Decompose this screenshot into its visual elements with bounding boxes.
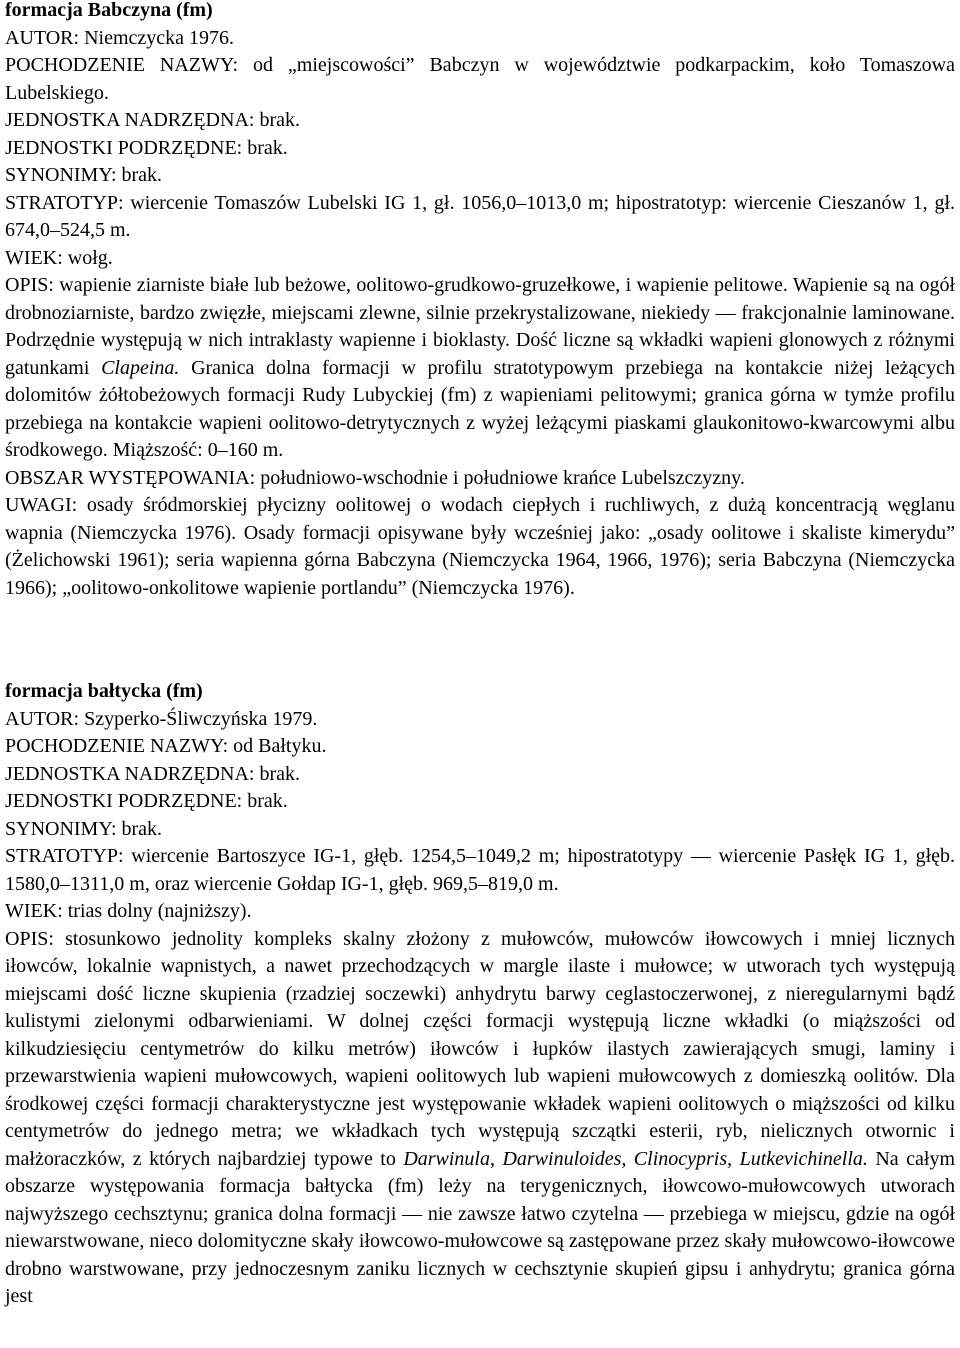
- entry-synonimy: SYNONIMY: brak.: [5, 817, 163, 840]
- entry-wiek: WIEK: wołg.: [5, 246, 113, 269]
- entry-stratotyp: STRATOTYP: wiercenie Bartoszyce IG-1, głęb. 1254,5–1049,2 m; hipostratotypy — wiercenie Pasłęk IG 1, głęb. 1580,0–1311,0 m, oraz wiercenie Gołdap IG-1, głęb. 969,5–819,0 m.: [5, 845, 955, 895]
- entry-jednostka-nadrzedna: JEDNOSTKA NADRZĘDNA: brak.: [5, 762, 300, 785]
- entry-jednostka-nadrzedna: JEDNOSTKA NADRZĘDNA: brak.: [5, 109, 300, 131]
- entry-wiek: WIEK: trias dolny (najniższy).: [5, 900, 252, 922]
- entry-uwagi: UWAGI: osady śródmorskiej płycizny oolitowej o wodach ciepłych i ruchliwych, z dużą koncentracją węglanu wapnia (Niemczycka 1976). Osady formacji opisywane były wcześniej jako: „osady oolitowe i skaliste kimerydu” (Żelichowski 1961); seria wapienna górna Babczyna (Niemczycka 1964, 1966, 1976); seria Babczyna (Niemczycka 1966); „oolitowo-onkolitowe wapienie portlandu” (Niemczycka 1976).: [5, 494, 955, 599]
- entry-autor: AUTOR: Szyperko-Śliwczyńska 1979.: [5, 707, 318, 730]
- entry-opis: [5, 926, 955, 1311]
- opis-text-start: OPIS: wapienie ziarniste białe lub beżowe, oolitowo-grudkowo-gruzełkowe, i wapienie pelitowe. Wapienie są na ogół drobnoziarniste, bardzo zwięzłe, miejscami zlewne, silnie przekrystalizowane, niekiedy — frakcjonalnie laminowane. Podrzędnie występują w nich intraklasty wapienne i bioklasty. Dość liczne są wkładki wapieni glonowych z różnymi gatunkami: [5, 274, 955, 379]
- entry-stratotyp: STRATOTYP: wiercenie Tomaszów Lubelski IG 1, gł. 1056,0–1013,0 m; hipostratotyp: wiercenie Cieszanów 1, gł. 674,0–524,5 m.: [5, 191, 955, 241]
- opis-taxon-italic: Darwinula, Darwinuloides, Clinocypris, Lutkevichinella.: [403, 1147, 868, 1170]
- opis-text-start: OPIS: stosunkowo jednolity kompleks skalny złożony z mułowców, mułowców iłowcowych i mniej licznych iłowców, lokalnie wapnistych, a nawet przechodzących w margle ilaste i mułowce; w utworach tych występują miejscami dość liczne skupienia (rzadziej soczewki) anhydrytu barwy ceglastoczerwonej, z nieregularnymi bądź kulistymi zielonymi odbarwieniami. W dolnej części formacji występują liczne wkładki (o miąższości od kilkudziesięciu centymetrów do kilku metrów) iłowców i łupków ilastych zawierających smugi, laminy i przewarstwienia wapieni mułowcowych, wapieni oolitowych lub wapieni mułowcowych z domieszką oolitów. Dla środkowej części formacji charakterystyczne jest występowanie wkładek wapieni oolitowych o miąższości od kilku centymetrów do jednego metra; we wkładkach tych występują szczątki esterii, ryb, nielicznych otwornic i małżoraczków, z których najbardziej typowe to: [5, 927, 955, 1170]
- entry-jednostki-podrzedne: JEDNOSTKI PODRZĘDNE: brak.: [5, 790, 288, 812]
- entry-babczyna: [5, 0, 955, 602]
- entry-pochodzenie: POCHODZENIE NAZWY: od Bałtyku.: [5, 735, 327, 757]
- entry-title: formacja bałtycka (fm): [5, 680, 203, 702]
- entry-autor: AUTOR: Niemczycka 1976.: [5, 26, 235, 49]
- entry-opis: [5, 272, 955, 465]
- opis-taxon-italic: Clapeina.: [101, 356, 180, 379]
- entry-title: formacja Babczyna (fm): [5, 0, 213, 21]
- opis-text-end: Granica dolna formacji w profilu stratotypowym przebiega na kontakcie niżej leżących dolomitów żółtobeżowych formacji Rudy Lubyckiej (fm) z wapieniami pelitowymi; granica górna w tymże profilu przebiega na kontakcie wapieni oolitowo-detrytycznych z wyżej leżącymi piaskami glaukonitowo-kwarcowymi albu środkowego. Miąższość: 0–160 m.: [5, 356, 955, 461]
- entry-obszar: OBSZAR WYSTĘPOWANIA: południowo-wschodnie i południowe krańce Lubelszczyzny.: [5, 466, 745, 489]
- entry-pochodzenie: POCHODZENIE NAZWY: od „miejscowości” Babczyn w województwie podkarpackim, koło Tomaszowa Lubelskiego.: [5, 54, 955, 104]
- entry-synonimy: SYNONIMY: brak.: [5, 164, 163, 186]
- entry-baltycka: [5, 678, 955, 1311]
- opis-text-end: Na całym obszarze występowania formacja bałtycka (fm) leży na terygenicznych, iłowcowo-mułowcowych utworach najwyższego cechsztynu; granica dolna formacji — nie zawsze łatwo czytelna — przebiega w miejscu, gdzie na ogół niewarstwowane, nieco dolomityczne skały iłowcowo-mułowcowe są zastępowane przez skały mułowcowo-iłowcowe drobno warstwowane, przy jednoczesnym zaniku licznych w cechsztynie skupień gipsu i anhydrytu; granica górna jest: [5, 1147, 955, 1307]
- entry-jednostki-podrzedne: JEDNOSTKI PODRZĘDNE: brak.: [5, 136, 288, 159]
